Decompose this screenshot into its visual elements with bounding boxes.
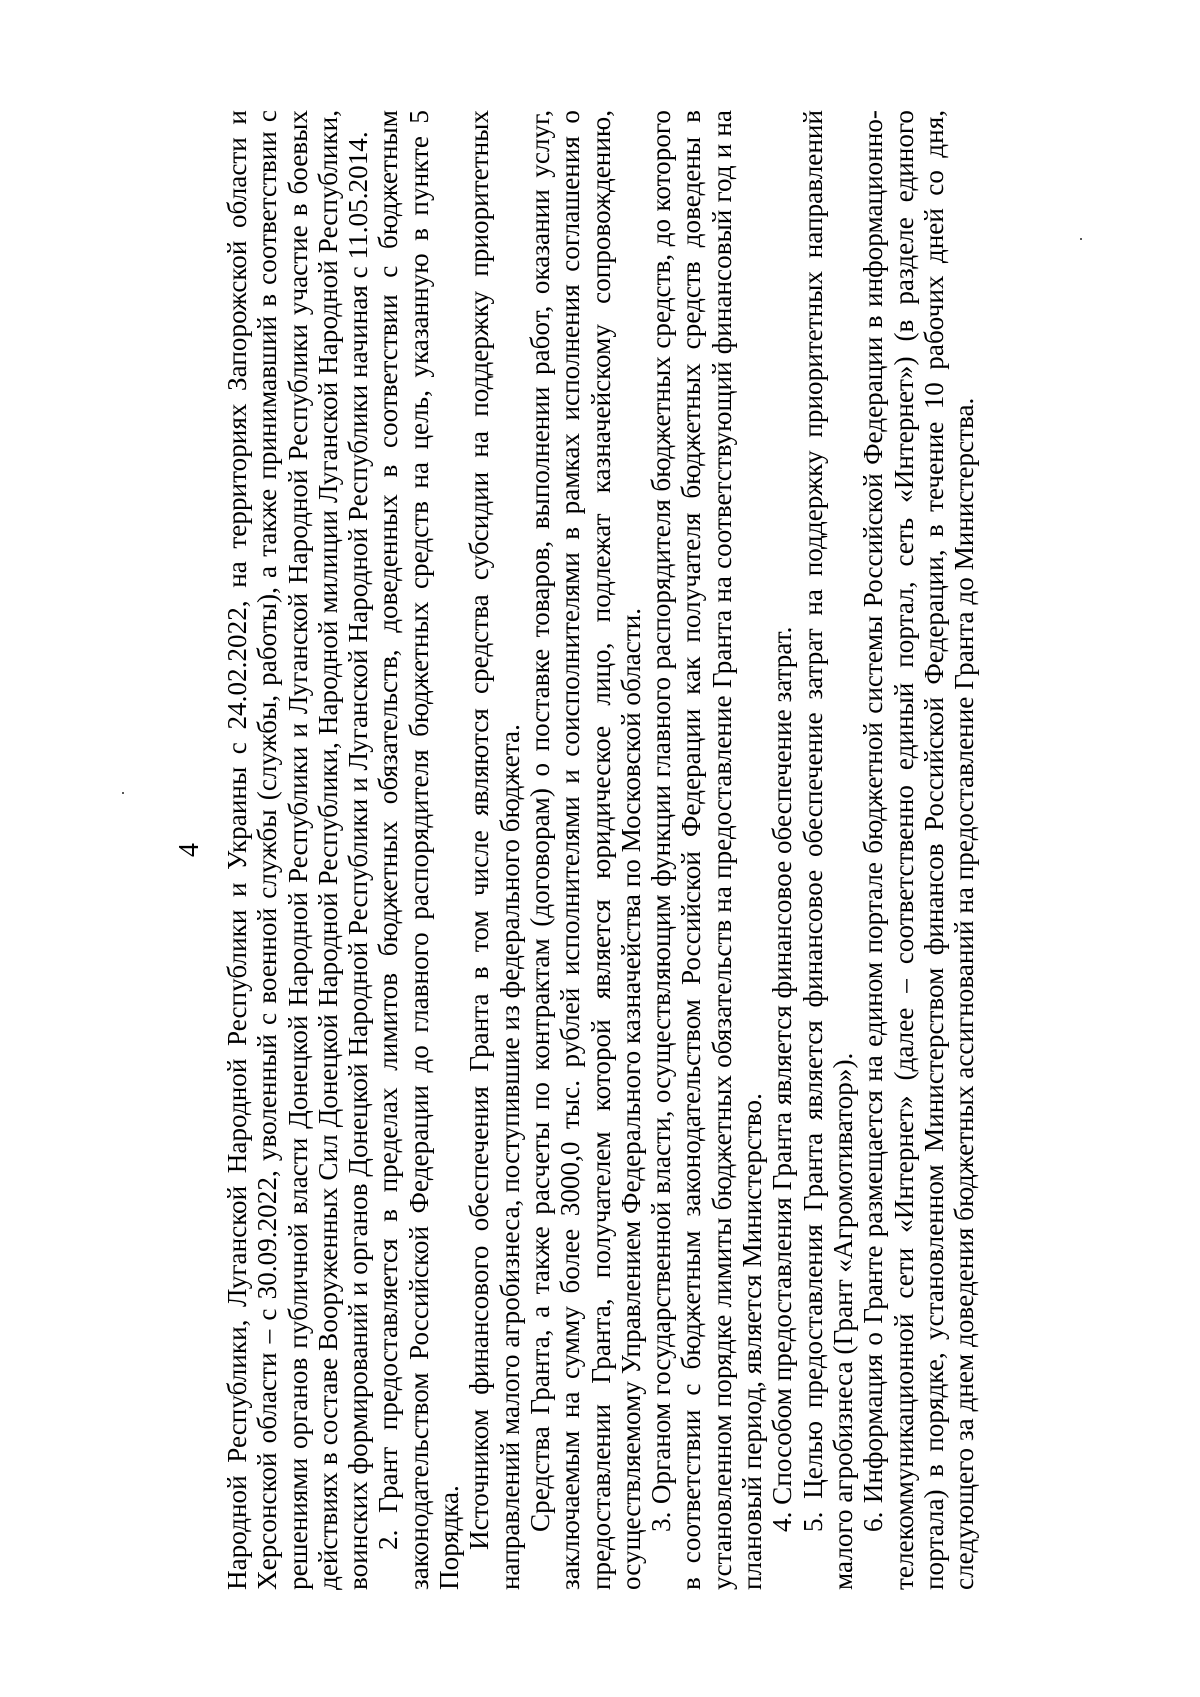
paragraph-funding-source: Источником финансового обеспечения Гранта в том числе являются средства субсидии на поддержку приоритетных направлений малого агробизнеса, поступившие из федерального бюджета.	[464, 110, 525, 1590]
rotated-page-content	[175, 110, 1045, 1590]
scan-speck	[122, 792, 124, 794]
paragraph-item-2: 2. Грант предоставляется в пределах лимитов бюджетных обязательств, доведенных в соответствии с бюджетным законодательством Российской Федерации до главного распорядителя бюджетных средств на цель, указанную в пункте 5 Порядка.	[373, 110, 465, 1590]
paragraph-item-4: 4. Способом предоставления Гранта является финансовое обеспечение затрат.	[767, 626, 798, 1532]
paragraph-treasury-support: Средства Гранта, а также расчеты по контрактам (договорам) о поставке товаров, выполнении работ, оказании услуг, заключаемым на сумму более 3000,0 тыс. рублей исполнителями и соисполнителями в рамках исполнения соглашения о предоставлении Гранта, получателем которой является юридическое лицо, подлежат казначейскому сопровождению, осуществляемому Управлением Федерального казначейства по Московской области.	[524, 110, 646, 1590]
paragraph-item-6: 6. Информация о Гранте размещается на едином портале бюджетной системы Российской Федерации в информационно-телекоммуникационной сети «Интернет» (далее – соответственно единый портал, сеть «Интернет») (в разделе единого портала) в порядке, установленном Министерством финансов Российской Федерации, в течение 10 рабочих дней со дня, следующего за днем доведения бюджетных ассигнований на предоставление Гранта до Министерства.	[858, 110, 980, 1590]
paragraph-item-3: 3. Органом государственной власти, осуществляющим функции главного распорядителя бюджетных средств, до которого в соответствии с бюджетным законодательством Российской Федерации как получателя бюджетных средств доведены в установленном порядке лимиты бюджетных обязательств на предоставление Гранта на соответствующий финансовый год и на плановый период, является Министерство.	[646, 110, 768, 1590]
paragraph-continuation: Народной Республики, Луганской Народной Республики и Украины с 24.02.2022, на территориях Запорожской области и Херсонской области – с 30.09.2022, уволенный с военной службы (службы, работы), а также принимавший в соответствии с решениями органов публичной власти Донецкой Народной Республики и Луганской Народной Республики участие в боевых действиях в составе Вооруженных Сил Донецкой Народной Республики, Народной милиции Луганской Народной Республики, воинских формирований и органов Донецкой Народной Республики и Луганской Народной Республики начиная с 11.05.2014.	[222, 110, 374, 1590]
paragraph-item-5: 5. Целью предоставления Гранта является финансовое обеспечение затрат на поддержку приоритетных направлений малого агробизнеса (Грант «Агромотиватор»).	[797, 110, 858, 1590]
page-number: 4	[174, 843, 205, 857]
document-body	[222, 110, 979, 1590]
scan-speck	[1080, 238, 1082, 240]
